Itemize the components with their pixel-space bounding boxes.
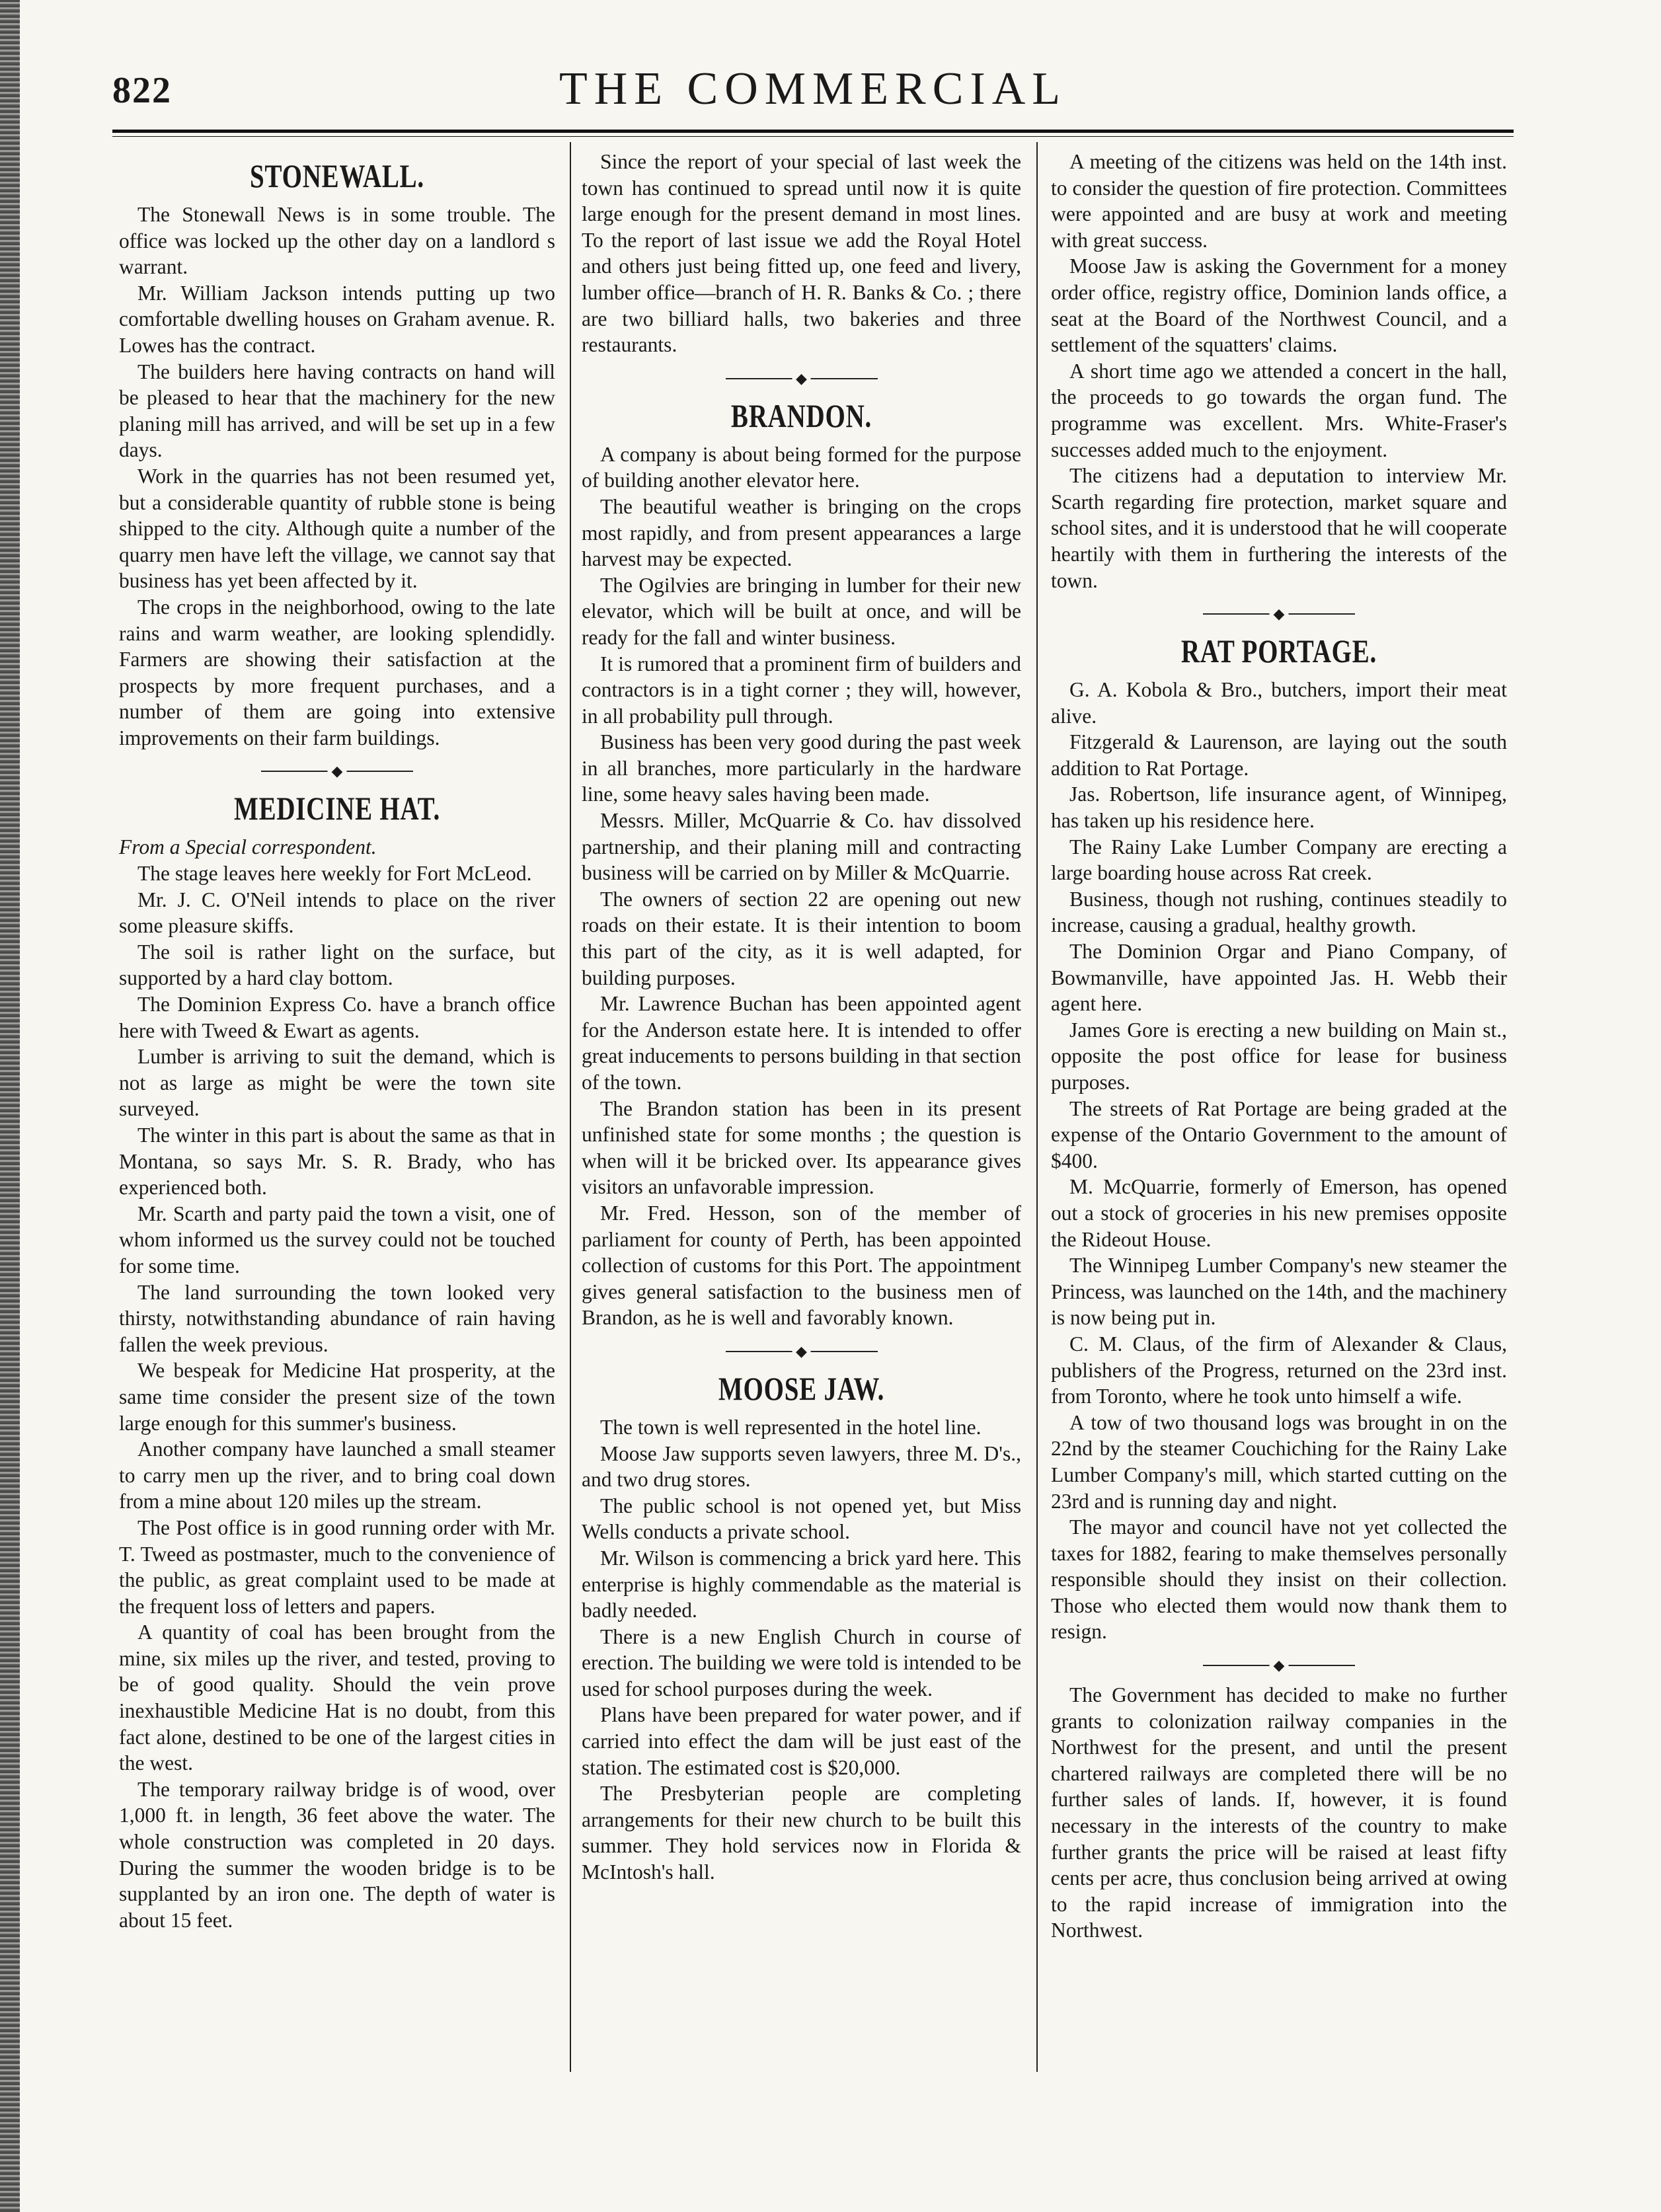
paragraph: Business has been very good during the past week in all branches, more particularly in the hardware line, some heavy sales having been made. [582,730,1021,806]
paragraph: Plans have been prepared for water power, and if carried into effect the dam will be just east of the station. The estimated cost is $20,000. [582,1703,1021,1779]
paragraph: Moose Jaw supports seven lawyers, three M. D's., and two drug stores. [582,1441,1021,1492]
section-divider [1203,604,1355,624]
paragraph: The mayor and council have not yet collected the taxes for 1882, fearing to make themselves personally responsible should they insist on their collection. Those who elected them would now thank them to resign. [1051,1515,1507,1644]
paragraph: Moose Jaw is asking the Government for a money order office, registry office, Dominion lands office, a seat at the Board of the Northwest Council, and a settlement of the squatters' claims. [1051,254,1507,357]
column-1 [119,149,555,1933]
paragraph: The Rainy Lake Lumber Company are erecting a large boarding house across Rat creek. [1051,835,1507,885]
paragraph: Lumber is arriving to suit the demand, which is not as large as might be were the town site surveyed. [119,1045,555,1121]
paragraph: It is rumored that a prominent firm of builders and contractors is in a tight corner ; they will, however, in all probability pull through. [582,652,1021,728]
paragraph: A tow of two thousand logs was brought in on the 22nd by the steamer Couchiching for the Rainy Lake Lumber Company's mill, which started cutting on the 23rd and is running day and night. [1051,1410,1507,1513]
paragraph: Mr. Scarth and party paid the town a visit, one of whom informed us the survey could not be touched for some time. [119,1201,555,1278]
paragraph: The temporary railway bridge is of wood, over 1,000 ft. in length, 36 feet above the water. The whole construction was completed in 20 days. During the summer the wooden bridge is to be supplanted by an iron one. The depth of water is about 15 feet. [119,1777,555,1932]
paragraph: The stage leaves here weekly for Fort McLeod. [137,862,532,886]
section-divider [726,1342,878,1361]
paragraph: James Gore is erecting a new building on Main st., opposite the post office for lease for business purposes. [1051,1018,1507,1094]
paragraph: The Dominion Orgar and Piano Company, of Bowmanville, have appointed Jas. H. Webb their agent here. [1051,940,1507,1016]
paragraph: The beautiful weather is bringing on the crops most rapidly, and from present appearances a large harvest may be expected. [582,494,1021,571]
heading-rat-portage: RAT PORTAGE. [1180,632,1377,670]
paragraph: The Post office is in good running order with Mr. T. Tweed as postmaster, much to the convenience of the public, as great complaint used to be made at the frequent loss of letters and papers. [119,1515,555,1618]
column-2 [582,149,1021,1886]
masthead-rule [112,130,1514,137]
paragraph: C. M. Claus, of the firm of Alexander & Claus, publishers of the Progress, returned on the 23rd inst. from Toronto, where he took unto himself a wife. [1051,1332,1507,1408]
paragraph: The owners of section 22 are opening out new roads on their estate. It is their intention to boom this part of the city, as it is well adapted, for building purposes. [582,887,1021,989]
page-number: 822 [112,70,172,111]
paragraph: The winter in this part is about the same as that in Montana, so says Mr. S. R. Brady, who has experienced both. [119,1124,555,1200]
paragraph: M. McQuarrie, formerly of Emerson, has opened out a stock of groceries in his new premises opposite the Rideout House. [1051,1175,1507,1251]
section-divider [261,761,413,781]
heading-brandon: BRANDON. [730,397,872,434]
paragraph: Mr. J. C. O'Neil intends to place on the river some pleasure skiffs. [119,888,555,938]
journal-title: THE COMMERCIAL [559,63,1067,114]
paragraph: A meeting of the citizens was held on the 14th inst. to consider the question of fire protection. Committees were appointed and are busy at work and meeting with great success. [1051,150,1507,252]
paragraph: Mr. Wilson is commencing a brick yard here. This enterprise is highly commendable as the material is badly needed. [582,1546,1021,1622]
masthead [112,63,1514,126]
paragraph: A short time ago we attended a concert in the hall, the proceeds to go towards the organ fund. The programme was excellent. Mrs. White-Fraser's successes added much to the enjoyment. [1051,359,1507,461]
paragraph: The builders here having contracts on hand will be pleased to hear that the machinery for the new planing mill has arrived, and will be set up in a few days. [119,360,555,462]
column-divider-2 [1036,142,1038,2072]
paragraph: Jas. Robertson, life insurance agent, of Winnipeg, has taken up his residence here. [1051,782,1507,833]
paragraph: The Presbyterian people are completing arrangements for their new church to be built this summer. They hold services now in Florida & McIntosh's hall. [582,1782,1021,1884]
paragraph: The Ogilvies are bringing in lumber for their new elevator, which will be built at once, and will be ready for the fall and winter business. [582,573,1021,649]
paragraph: Another company have launched a small steamer to carry men up the river, and to bring coal down from a mine about 120 miles up the stream. [119,1437,555,1513]
paragraph: There is a new English Church in course of erection. The building we were told is intended to be used for school purposes during the week. [582,1624,1021,1700]
paragraph: The Government has decided to make no further grants to colonization railway companies in the Northwest for the present, and until the present chartered railways are completed there will be no further sales of lands. If, however, it is found necessary in the interests of the country to make further grants the price will be raised at least fifty cents per acre, thus conclusion being arrived at owing to the rapid increase of immigration into the Northwest. [1051,1683,1507,1942]
paragraph: Mr. William Jackson intends putting up two comfortable dwelling houses on Graham avenue. R. Lowes has the contract. [119,281,555,357]
page-binding-edge [0,0,20,2212]
paragraph: The crops in the neighborhood, owing to the late rains and warm weather, are looking splendidly. Farmers are showing their satisfaction at the prospects by more frequent purchases, and a number of them are going into extensive improvements on their farm buildings. [119,595,555,749]
paragraph: Mr. Lawrence Buchan has been appointed agent for the Anderson estate here. It is intended to offer great inducements to persons building in that section of the town. [582,992,1021,1094]
paragraph: Messrs. Miller, McQuarrie & Co. hav dissolved partnership, and their planing mill and contracting business will be carried on by Miller & McQuarrie. [582,809,1021,885]
paragraph: Work in the quarries has not been resumed yet, but a considerable quantity of rubble stone is being shipped to the city. Although quite a number of the quarry men have left the village, we cannot say that business has yet been affected by it. [119,464,555,593]
heading-stonewall: STONEWALL. [250,157,424,194]
paragraph: The soil is rather light on the surface, but supported by a hard clay bottom. [119,940,555,990]
byline: From a Special correspondent. [119,835,377,859]
paragraph: The Brandon station has been in its present unfinished state for some months ; the question is when will it be bricked over. Its appearance gives visitors an unfavorable impression. [582,1096,1021,1199]
column-3 [1051,149,1507,1944]
paragraph: The land surrounding the town looked very thirsty, notwithstanding abundance of rain having fallen the week previous. [119,1280,555,1356]
heading-medicine-hat: MEDICINE HAT. [233,790,441,827]
paragraph: Fitzgerald & Laurenson, are laying out the south addition to Rat Portage. [1051,730,1507,780]
paragraph: The streets of Rat Portage are being graded at the expense of the Ontario Government to the amount of $400. [1051,1096,1507,1172]
paragraph: The public school is not opened yet, but Miss Wells conducts a private school. [582,1494,1021,1544]
paragraph: The Winnipeg Lumber Company's new steamer the Princess, was launched on the 14th, and the machinery is now being put in. [1051,1254,1507,1330]
paragraph: The citizens had a deputation to interview Mr. Scarth regarding fire protection, market square and school sites, and it is understood that he will cooperate heartily with them in furthering the interests of the town. [1051,464,1507,592]
paragraph: The Stonewall News is in some trouble. The office was locked up the other day on a landlord s warrant. [119,203,555,279]
paragraph: The town is well represented in the hotel line. [600,1415,982,1439]
column-divider-1 [570,142,571,2072]
paragraph: Since the report of your special of last week the town has continued to spread until now it is quite large enough for the present demand in most lines. To the report of last issue we add the Royal Hotel and others just being fitted up, one feed and livery, lumber office—branch of H. R. Banks & Co. ; there are two billiard halls, two bakeries and three restaurants. [582,150,1021,357]
paragraph: We bespeak for Medicine Hat prosperity, at the same time consider the present size of the town large enough for this summer's business. [119,1359,555,1435]
heading-moose-jaw: MOOSE JAW. [718,1369,885,1407]
paragraph: The Dominion Express Co. have a branch office here with Tweed & Ewart as agents. [119,993,555,1042]
paragraph: G. A. Kobola & Bro., butchers, import their meat alive. [1051,678,1507,728]
paragraph: Business, though not rushing, continues steadily to increase, causing a gradual, healthy growth. [1051,887,1507,937]
section-divider [726,369,878,389]
section-divider [1203,1656,1355,1675]
paragraph: A quantity of coal has been brought from the mine, six miles up the river, and tested, proving to be of good quality. Should the vein prove inexhaustible Medicine Hat is no doubt, from this fact alone, destined to be one of the largest cities in the west. [119,1621,555,1775]
paragraph: Mr. Fred. Hesson, son of the member of parliament for county of Perth, has been appointed collection of customs for this Port. The appointment gives general satisfaction to the business men of Brandon, as he is well and favorably known. [582,1201,1021,1330]
paragraph: A company is about being formed for the purpose of building another elevator here. [582,442,1021,492]
